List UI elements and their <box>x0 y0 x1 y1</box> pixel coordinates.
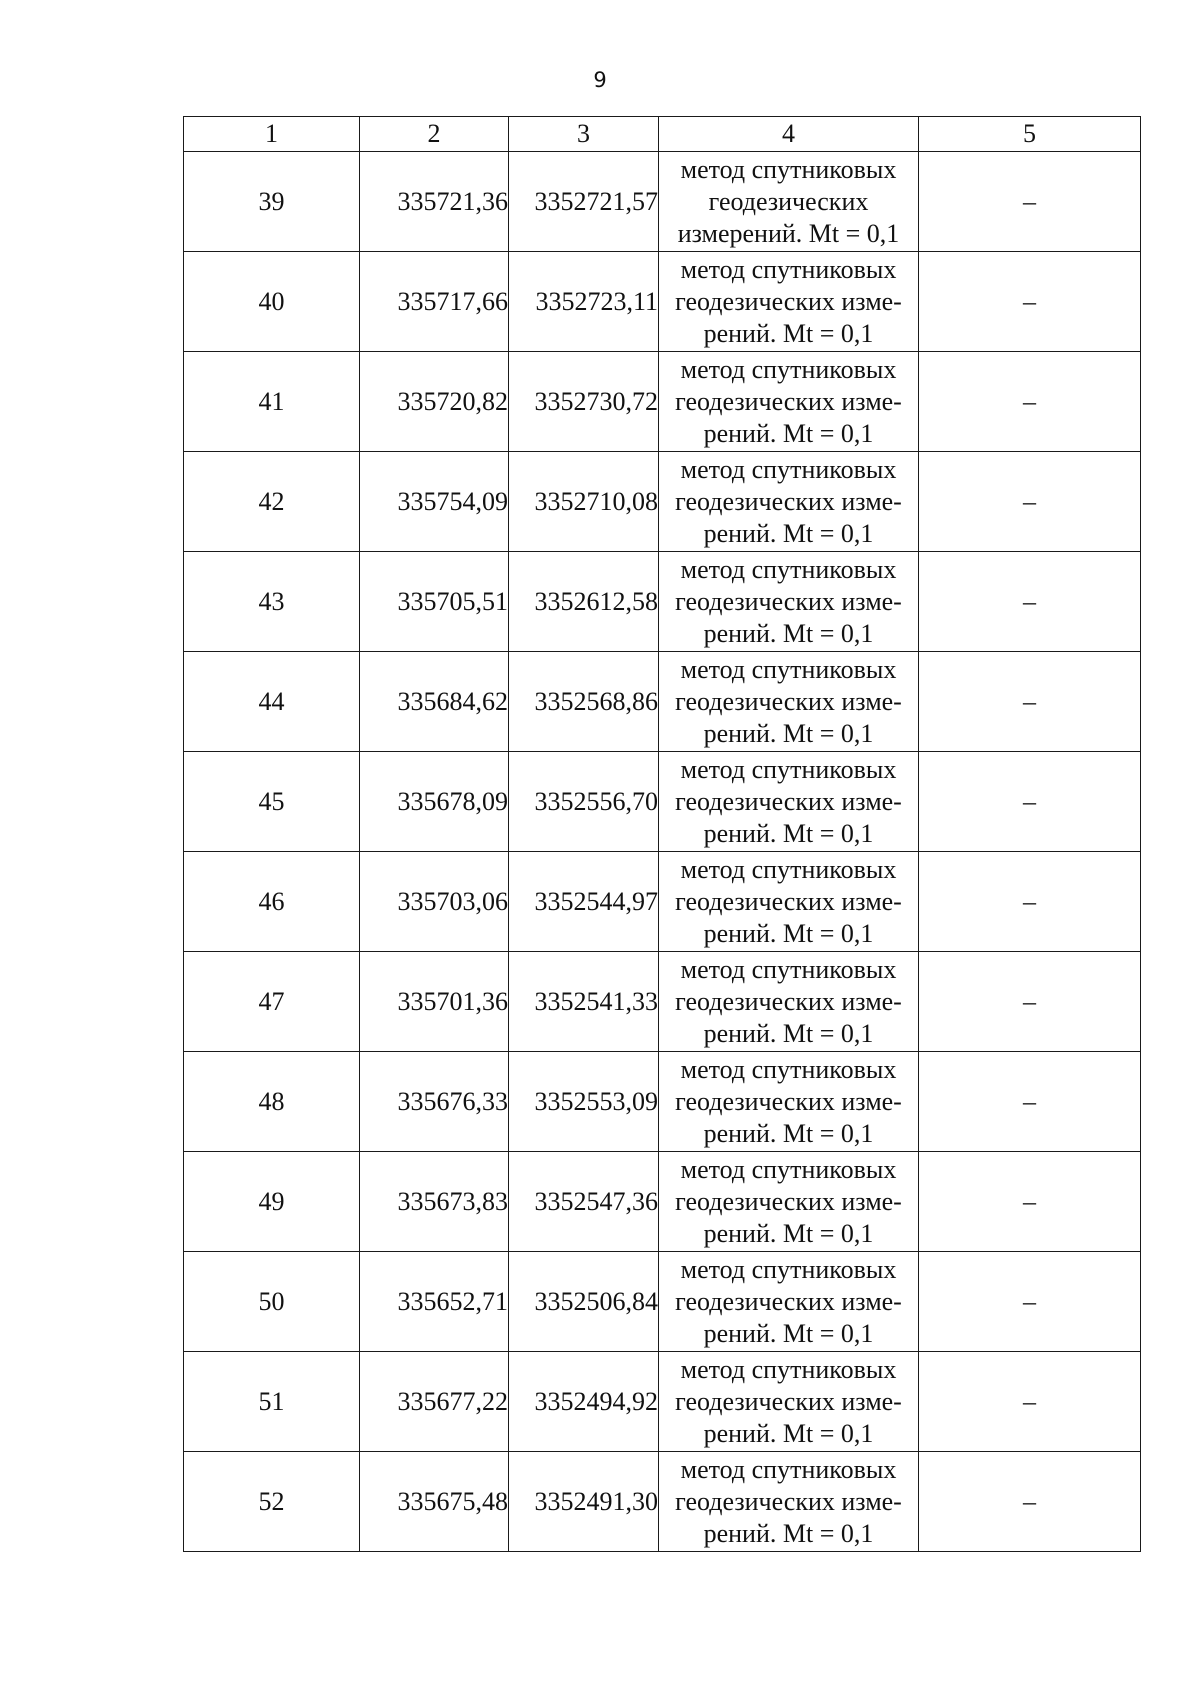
coordinate-x-cell: 335754,09 <box>360 452 509 552</box>
header-row <box>184 117 1141 152</box>
point-number-cell: 51 <box>184 1352 360 1452</box>
coordinates-table <box>183 116 1141 1552</box>
point-number-cell: 48 <box>184 1052 360 1152</box>
note-cell: – <box>919 652 1141 752</box>
coordinate-x-cell: 335684,62 <box>360 652 509 752</box>
method-line: рений. Mt = 0,1 <box>703 1218 874 1248</box>
coordinate-y-cell: 3352541,33 <box>509 952 659 1052</box>
table-row <box>184 952 1141 1052</box>
page-number: 9 <box>593 68 607 92</box>
coordinate-x-cell: 335678,09 <box>360 752 509 852</box>
point-number-cell: 42 <box>184 452 360 552</box>
coordinate-y-cell: 3352494,92 <box>509 1352 659 1452</box>
method-line: метод спутниковых <box>680 1454 897 1484</box>
note-cell: – <box>919 1452 1141 1552</box>
method-line: рений. Mt = 0,1 <box>703 918 874 948</box>
point-number-cell: 39 <box>184 152 360 252</box>
column-header-2: 2 <box>360 117 509 152</box>
table-row <box>184 1252 1141 1352</box>
point-number-cell: 50 <box>184 1252 360 1352</box>
method-line: геодезических изме- <box>675 1186 902 1216</box>
coordinate-x-cell: 335717,66 <box>360 252 509 352</box>
note-cell: – <box>919 552 1141 652</box>
coordinate-y-cell: 3352556,70 <box>509 752 659 852</box>
table-row <box>184 152 1141 252</box>
coordinate-x-cell: 335703,06 <box>360 852 509 952</box>
table-row <box>184 452 1141 552</box>
method-line: геодезических изме- <box>675 1086 902 1116</box>
table-row <box>184 752 1141 852</box>
coordinate-y-cell: 3352723,11 <box>509 252 659 352</box>
table-row <box>184 1152 1141 1252</box>
method-line: рений. Mt = 0,1 <box>703 818 874 848</box>
note-cell: – <box>919 252 1141 352</box>
point-number-cell: 44 <box>184 652 360 752</box>
method-line: рений. Mt = 0,1 <box>703 318 874 348</box>
coordinate-y-cell: 3352568,86 <box>509 652 659 752</box>
method-line: метод спутниковых <box>680 454 897 484</box>
method-cell <box>659 952 919 1052</box>
method-line: метод спутниковых <box>680 954 897 984</box>
point-number-cell: 47 <box>184 952 360 1052</box>
method-line: рений. Mt = 0,1 <box>703 718 874 748</box>
note-cell: – <box>919 152 1141 252</box>
method-line: метод спутниковых <box>680 854 897 884</box>
point-number-cell: 46 <box>184 852 360 952</box>
method-line: геодезических изме- <box>675 686 902 716</box>
table-row <box>184 352 1141 452</box>
note-cell: – <box>919 352 1141 452</box>
method-line: метод спутниковых <box>680 1054 897 1084</box>
method-cell <box>659 652 919 752</box>
note-cell: – <box>919 1052 1141 1152</box>
table-body <box>184 152 1141 1552</box>
coordinate-y-cell: 3352730,72 <box>509 352 659 452</box>
coordinate-x-cell: 335721,36 <box>360 152 509 252</box>
table-row <box>184 852 1141 952</box>
method-line: рений. Mt = 0,1 <box>703 618 874 648</box>
coordinate-x-cell: 335701,36 <box>360 952 509 1052</box>
column-header-4: 4 <box>659 117 919 152</box>
coordinate-y-cell: 3352721,57 <box>509 152 659 252</box>
table-row <box>184 552 1141 652</box>
method-cell <box>659 1252 919 1352</box>
method-cell <box>659 852 919 952</box>
point-number-cell: 40 <box>184 252 360 352</box>
method-line: метод спутниковых <box>680 554 897 584</box>
table-row <box>184 1352 1141 1452</box>
method-line: метод спутниковых <box>680 254 897 284</box>
point-number-cell: 41 <box>184 352 360 452</box>
column-header-3: 3 <box>509 117 659 152</box>
method-line: метод спутниковых <box>680 654 897 684</box>
method-line: геодезических изме- <box>675 586 902 616</box>
method-line: геодезических изме- <box>675 1286 902 1316</box>
method-line: рений. Mt = 0,1 <box>703 1118 874 1148</box>
method-line: геодезических изме- <box>675 486 902 516</box>
point-number-cell: 43 <box>184 552 360 652</box>
point-number-cell: 52 <box>184 1452 360 1552</box>
method-line: метод спутниковых <box>680 754 897 784</box>
coordinate-y-cell: 3352710,08 <box>509 452 659 552</box>
method-line: рений. Mt = 0,1 <box>703 1518 874 1548</box>
note-cell: – <box>919 952 1141 1052</box>
method-line: рений. Mt = 0,1 <box>703 518 874 548</box>
coordinate-y-cell: 3352553,09 <box>509 1052 659 1152</box>
method-line: метод спутниковых <box>680 354 897 384</box>
table-header <box>184 117 1141 152</box>
method-line: измерений. Mt = 0,1 <box>677 218 900 248</box>
method-cell <box>659 752 919 852</box>
method-line: рений. Mt = 0,1 <box>703 1018 874 1048</box>
column-header-1: 1 <box>184 117 360 152</box>
method-cell <box>659 552 919 652</box>
coordinate-x-cell: 335677,22 <box>360 1352 509 1452</box>
method-cell <box>659 1052 919 1152</box>
method-line: геодезических <box>708 186 869 216</box>
method-cell <box>659 452 919 552</box>
method-cell <box>659 252 919 352</box>
coordinate-x-cell: 335705,51 <box>360 552 509 652</box>
method-line: геодезических изме- <box>675 386 902 416</box>
note-cell: – <box>919 1152 1141 1252</box>
coordinate-x-cell: 335675,48 <box>360 1452 509 1552</box>
coordinate-x-cell: 335652,71 <box>360 1252 509 1352</box>
method-cell <box>659 152 919 252</box>
coordinate-y-cell: 3352506,84 <box>509 1252 659 1352</box>
method-line: геодезических изме- <box>675 886 902 916</box>
coordinate-y-cell: 3352547,36 <box>509 1152 659 1252</box>
table-row <box>184 1452 1141 1552</box>
method-line: метод спутниковых <box>680 154 897 184</box>
method-cell <box>659 1452 919 1552</box>
coordinate-y-cell: 3352491,30 <box>509 1452 659 1552</box>
point-number-cell: 49 <box>184 1152 360 1252</box>
note-cell: – <box>919 852 1141 952</box>
method-cell <box>659 352 919 452</box>
method-line: геодезических изме- <box>675 786 902 816</box>
coordinate-y-cell: 3352544,97 <box>509 852 659 952</box>
table-row <box>184 252 1141 352</box>
method-line: рений. Mt = 0,1 <box>703 418 874 448</box>
method-line: геодезических изме- <box>675 286 902 316</box>
method-line: геодезических изме- <box>675 1386 902 1416</box>
method-line: рений. Mt = 0,1 <box>703 1418 874 1448</box>
coordinate-x-cell: 335673,83 <box>360 1152 509 1252</box>
column-header-5: 5 <box>919 117 1141 152</box>
method-line: метод спутниковых <box>680 1254 897 1284</box>
method-line: метод спутниковых <box>680 1354 897 1384</box>
coordinate-y-cell: 3352612,58 <box>509 552 659 652</box>
method-cell <box>659 1352 919 1452</box>
coordinate-x-cell: 335676,33 <box>360 1052 509 1152</box>
method-line: метод спутниковых <box>680 1154 897 1184</box>
method-line: геодезических изме- <box>675 986 902 1016</box>
coordinate-x-cell: 335720,82 <box>360 352 509 452</box>
note-cell: – <box>919 1352 1141 1452</box>
note-cell: – <box>919 1252 1141 1352</box>
table-row <box>184 1052 1141 1152</box>
point-number-cell: 45 <box>184 752 360 852</box>
table-row <box>184 652 1141 752</box>
note-cell: – <box>919 752 1141 852</box>
method-cell <box>659 1152 919 1252</box>
method-line: геодезических изме- <box>675 1486 902 1516</box>
method-line: рений. Mt = 0,1 <box>703 1318 874 1348</box>
note-cell: – <box>919 452 1141 552</box>
